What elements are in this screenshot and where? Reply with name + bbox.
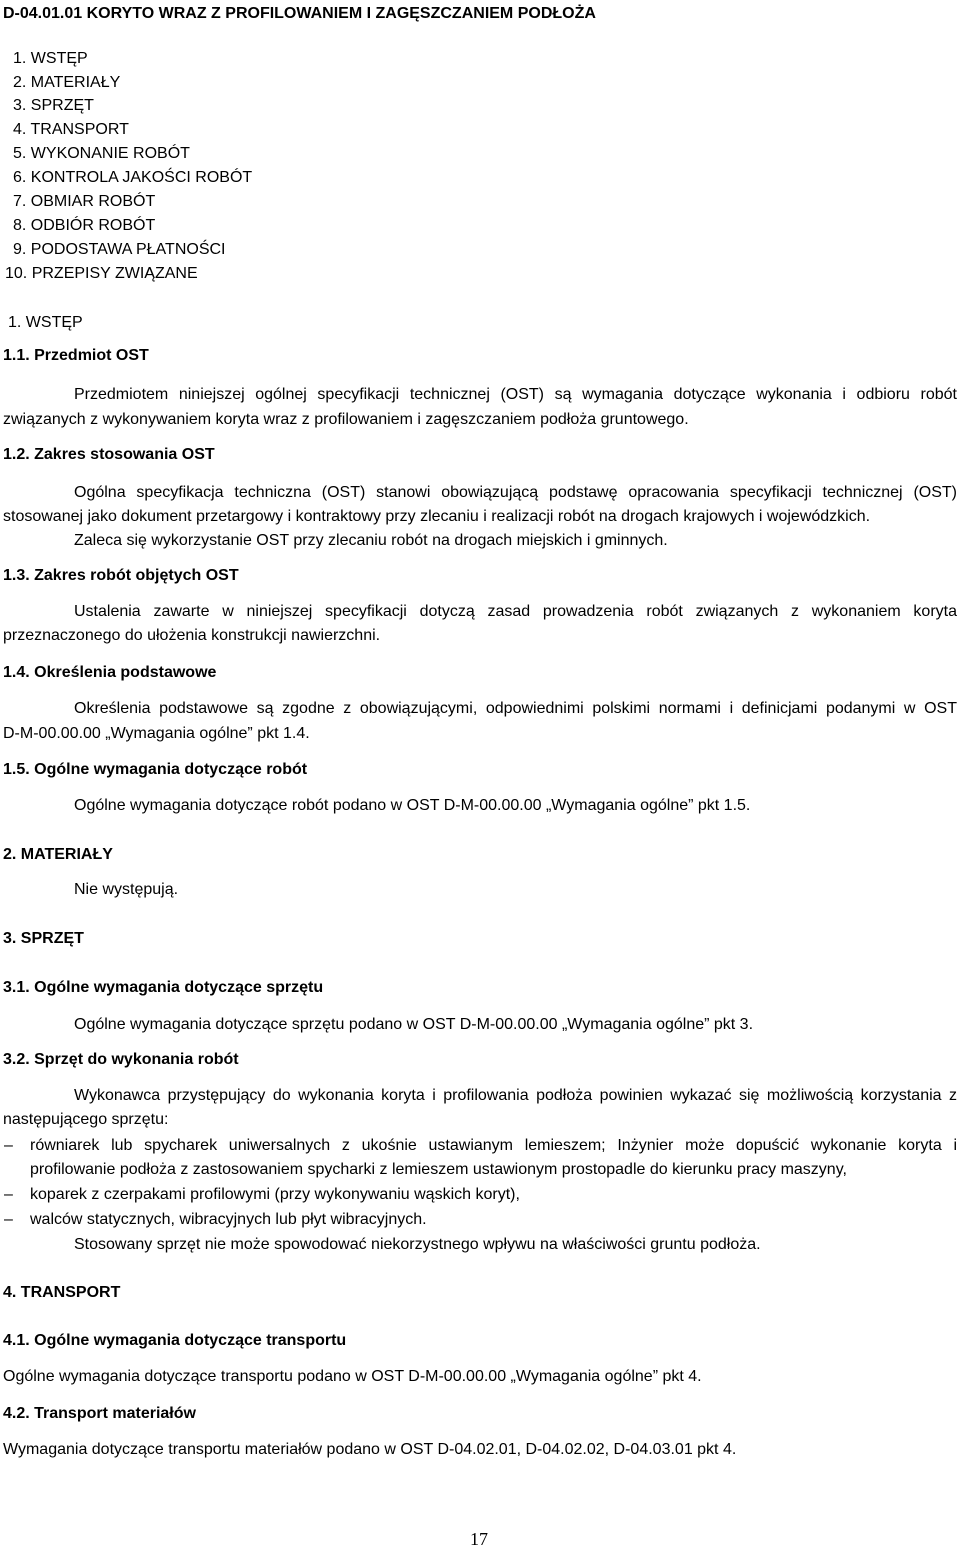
list-item: równiarek lub spycharek uniwersalnych z ukośnie ustawianym lemieszem; Inżynier może dopuścić wykonanie koryta i <box>30 1137 957 1154</box>
toc-item: 4. TRANSPORT <box>13 121 129 138</box>
paragraph-line: Ogólna specyfikacja techniczna (OST) stanowi obowiązującą podstawę opracowania specyfikacji technicznej (OST) <box>74 484 957 501</box>
paragraph-line: Ogólne wymagania dotyczące transportu podano w OST D-M-00.00.00 „Wymagania ogólne” pkt 4. <box>3 1368 702 1385</box>
subsection-heading-4-1: 4.1. Ogólne wymagania dotyczące transportu <box>3 1332 347 1349</box>
subsection-heading-1-1: 1.1. Przedmiot OST <box>3 347 149 364</box>
paragraph-line: Nie występują. <box>74 881 179 898</box>
subsection-heading-1-4: 1.4. Określenia podstawowe <box>3 664 217 681</box>
subsection-heading-1-3: 1.3. Zakres robót objętych OST <box>3 567 239 584</box>
toc-item: 5. WYKONANIE ROBÓT <box>13 145 190 162</box>
toc-item: 8. ODBIÓR ROBÓT <box>13 217 156 234</box>
list-item: walców statycznych, wibracyjnych lub płyt wibracyjnych. <box>30 1211 427 1228</box>
list-bullet-dash: – <box>4 1137 13 1154</box>
section-heading-sprzet: 3. SPRZĘT <box>3 930 84 947</box>
paragraph-line: stosowanej jako dokument przetargowy i kontraktowy przy zlecaniu i realizacji robót na drogach krajowych i wojewódzkich. <box>3 508 871 525</box>
paragraph-line: Wymagania dotyczące transportu materiałów podano w OST D-04.02.01, D-04.02.02, D-04.03.01 pkt 4. <box>3 1441 737 1458</box>
paragraph-line: Ogólne wymagania dotyczące robót podano w OST D-M-00.00.00 „Wymagania ogólne” pkt 1.5. <box>74 797 751 814</box>
subsection-heading-3-2: 3.2. Sprzęt do wykonania robót <box>3 1051 239 1068</box>
subsection-heading-4-2: 4.2. Transport materiałów <box>3 1405 196 1422</box>
subsection-heading-1-2: 1.2. Zakres stosowania OST <box>3 446 215 463</box>
list-item: koparek z czerpakami profilowymi (przy wykonywaniu wąskich koryt), <box>30 1186 520 1203</box>
toc-item: 10. PRZEPISY ZWIĄZANE <box>5 265 198 282</box>
toc-item: 2. MATERIAŁY <box>13 74 121 91</box>
paragraph-line: Wykonawca przystępujący do wykonania koryta i profilowania podłoża powinien wykazać się możliwością korzystania z <box>74 1087 957 1104</box>
toc-item: 7. OBMIAR ROBÓT <box>13 193 156 210</box>
paragraph-line: Zaleca się wykorzystanie OST przy zlecaniu robót na drogach miejskich i gminnych. <box>74 532 668 549</box>
paragraph-line: Przedmiotem niniejszej ogólnej specyfikacji technicznej (OST) są wymagania dotyczące wykonania i odbioru robót <box>74 386 957 403</box>
toc-item: 9. PODOSTAWA PŁATNOŚCI <box>13 241 226 258</box>
paragraph-line: Ustalenia zawarte w niniejszej specyfikacji dotyczą zasad prowadzenia robót związanych z wykonaniem koryta <box>74 603 957 620</box>
section-heading-wstep: 1. WSTĘP <box>8 314 83 331</box>
paragraph-line: przeznaczonego do ułożenia konstrukcji nawierzchni. <box>3 627 381 644</box>
paragraph-line: Stosowany sprzęt nie może spowodować niekorzystnego wpływu na właściwości gruntu podłoża. <box>74 1236 761 1253</box>
toc-item: 3. SPRZĘT <box>13 97 94 114</box>
paragraph-line: D-M-00.00.00 „Wymagania ogólne” pkt 1.4. <box>3 725 310 742</box>
list-bullet-dash: – <box>4 1211 13 1228</box>
list-item-continuation: profilowanie podłoża z zastosowaniem spycharki z lemieszem ustawionym prostopadle do kierunku pracy maszyny, <box>30 1161 847 1178</box>
paragraph-line: związanych z wykonywaniem koryta wraz z profilowaniem i zagęszczaniem podłoża gruntowego. <box>3 411 689 428</box>
section-heading-materialy: 2. MATERIAŁY <box>3 846 113 863</box>
paragraph-line: Ogólne wymagania dotyczące sprzętu podano w OST D-M-00.00.00 „Wymagania ogólne” pkt 3. <box>74 1016 754 1033</box>
list-bullet-dash: – <box>4 1186 13 1203</box>
paragraph-line: następującego sprzętu: <box>3 1111 169 1128</box>
paragraph-line: Określenia podstawowe są zgodne z obowiązującymi, odpowiednimi polskimi normami i definicjami podanymi w OST <box>74 700 957 717</box>
page-number: 17 <box>470 1529 488 1549</box>
toc-item: 6. KONTROLA JAKOŚCI ROBÓT <box>13 169 253 186</box>
toc-item: 1. WSTĘP <box>13 50 88 67</box>
document-title: D-04.01.01 KORYTO WRAZ Z PROFILOWANIEM I ZAGĘSZCZANIEM PODŁOŻA <box>3 5 596 22</box>
subsection-heading-1-5: 1.5. Ogólne wymagania dotyczące robót <box>3 761 308 778</box>
section-heading-transport: 4. TRANSPORT <box>3 1284 121 1301</box>
subsection-heading-3-1: 3.1. Ogólne wymagania dotyczące sprzętu <box>3 979 324 996</box>
